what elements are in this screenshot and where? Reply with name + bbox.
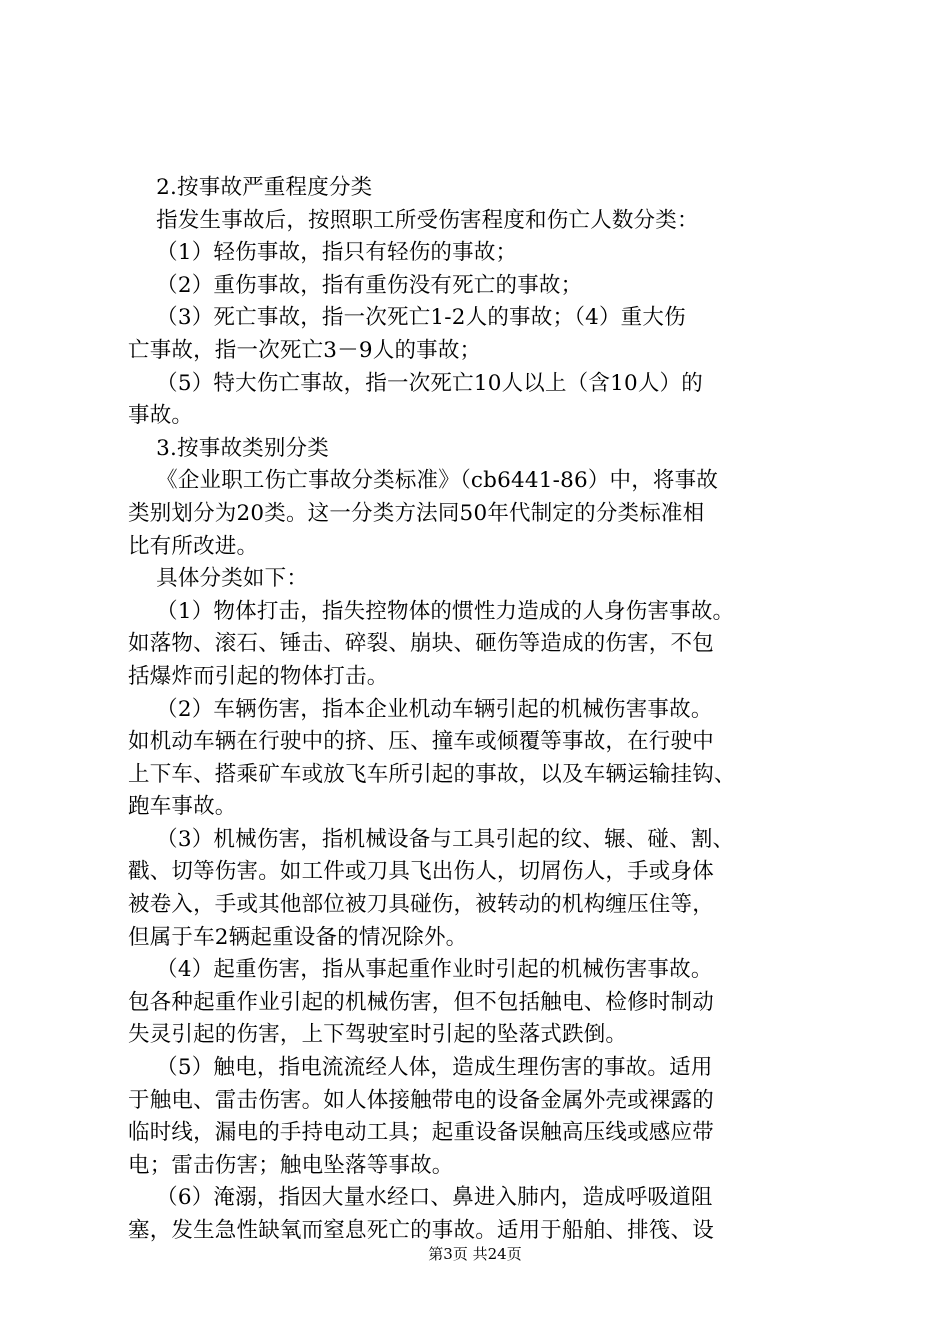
text-line: （1）轻伤事故，指只有轻伤的事故； <box>128 240 518 266</box>
text-line: 如机动车辆在行驶中的挤、压、撞车或倾覆等事故，在行驶中 <box>128 729 714 755</box>
text-line: 亡事故，指一次死亡3－9人的事故； <box>128 337 482 363</box>
text-line: 戳、切等伤害。如工件或刀具飞出伤人，切屑伤人，手或身体 <box>128 859 714 885</box>
page-footer: 第3页 共24页 <box>428 1245 522 1263</box>
document-body <box>128 172 833 1248</box>
text-line: 包各种起重作业引起的机械伤害，但不包括触电、检修时制动 <box>128 989 714 1015</box>
text-line: （6）淹溺，指因大量水经口、鼻进入肺内，造成呼吸道阻 <box>128 1185 713 1211</box>
text-line: 如落物、滚石、锤击、碎裂、崩块、砸伤等造成的伤害，不包 <box>128 631 714 657</box>
text-line: 塞，发生急性缺氧而窒息死亡的事故。适用于船舶、排筏、设 <box>128 1218 714 1243</box>
text-line: 事故。 <box>128 403 194 429</box>
text-line: 于触电、雷击伤害。如人体接触带电的设备金属外壳或裸露的 <box>128 1087 714 1113</box>
text-line: （5）特大伤亡事故，指一次死亡10人以上（含10人）的 <box>128 370 703 396</box>
text-line: 跑车事故。 <box>128 794 237 820</box>
text-line: 比有所改进。 <box>128 533 259 559</box>
text-line: 《企业职工伤亡事故分类标准》（cb6441-86）中，将事故 <box>128 468 719 494</box>
text-line: 被卷入，手或其他部位被刀具碰伤，被转动的机构缠压住等， <box>128 892 714 918</box>
text-line: （1）物体打击，指失控物体的惯性力造成的人身伤害事故。 <box>128 598 735 624</box>
text-line: 上下车、搭乘矿车或放飞车所引起的事故，以及车辆运输挂钩、 <box>128 761 736 787</box>
text-line: （4）起重伤害，指从事起重作业时引起的机械伤害事故。 <box>128 957 713 983</box>
text-line: 电；雷击伤害；触电坠落等事故。 <box>128 1152 454 1178</box>
text-line: 但属于车2辆起重设备的情况除外。 <box>128 924 468 950</box>
text-line: （2）重伤事故，指有重伤没有死亡的事故； <box>128 272 583 298</box>
text-line: 失灵引起的伤害，上下驾驶室时引起的坠落式跌倒。 <box>128 1022 628 1048</box>
text-line: 临时线，漏电的手持电动工具；起重设备误触高压线或感应带 <box>128 1120 714 1146</box>
text-line: 类别划分为20类。这一分类方法同50年代制定的分类标准相 <box>128 500 705 526</box>
text-line: （2）车辆伤害，指本企业机动车辆引起的机械伤害事故。 <box>128 696 713 722</box>
text-line: 括爆炸而引起的物体打击。 <box>128 663 389 689</box>
text-line: 2.按事故严重程度分类 <box>128 175 373 200</box>
text-line: （3）机械伤害，指机械设备与工具引起的纹、辗、碰、割、 <box>128 826 735 852</box>
text-line: 指发生事故后，按照职工所受伤害程度和伤亡人数分类： <box>128 207 699 233</box>
text-line: （3）死亡事故，指一次死亡1-2人的事故；（4）重大伤 <box>128 305 686 331</box>
text-line: 具体分类如下： <box>128 566 309 592</box>
text-line: （5）触电，指电流流经人体，造成生理伤害的事故。适用 <box>128 1055 713 1081</box>
text-line: 3.按事故类别分类 <box>128 435 329 461</box>
